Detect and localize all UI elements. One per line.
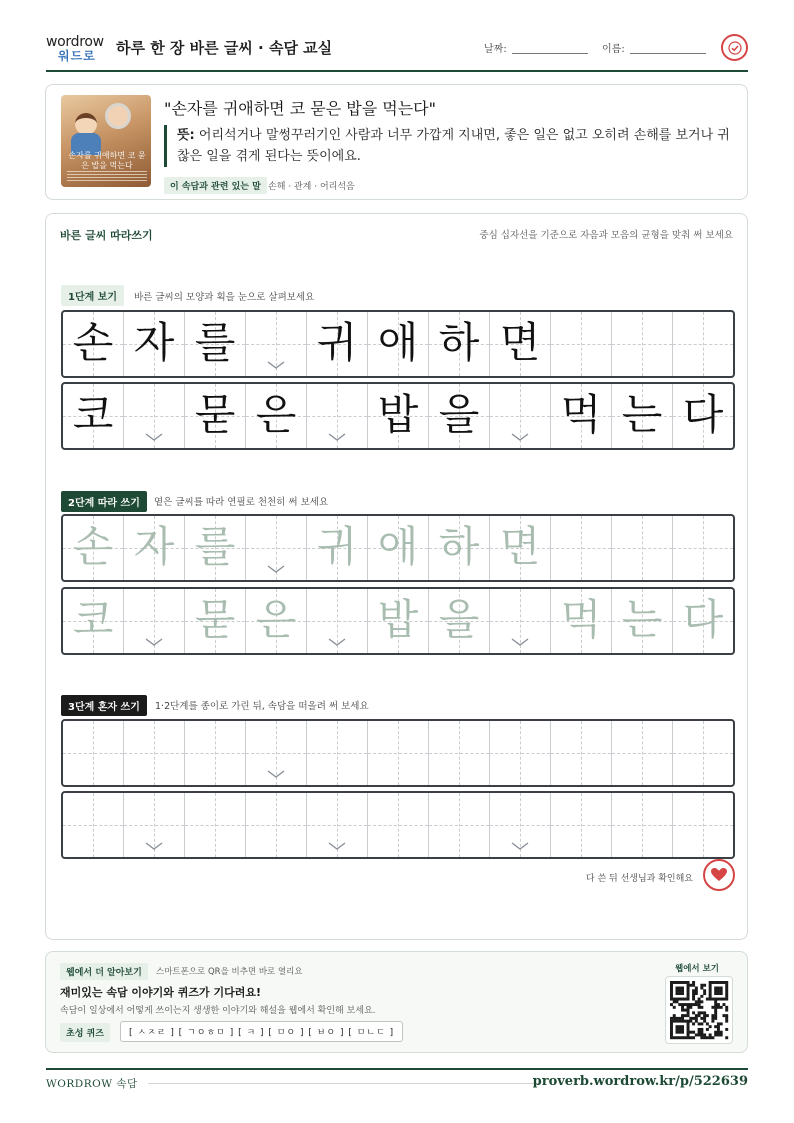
web-learn-more-tag: 웹에서 더 알아보기 <box>60 963 148 980</box>
grid-cell[interactable] <box>429 793 490 857</box>
grid-character: 면 <box>499 522 541 571</box>
grid-cell[interactable] <box>551 793 612 857</box>
grid-cell[interactable] <box>246 793 307 857</box>
proverb-meaning <box>164 125 734 167</box>
step1-desc: 바른 글씨의 모양과 획을 눈으로 살펴보세요 <box>134 292 315 303</box>
grid-character: 를 <box>194 522 236 571</box>
grid-cell[interactable] <box>307 721 368 785</box>
qr-label: 웹에서 보기 <box>674 964 719 974</box>
grid-character: 귀 <box>316 318 358 367</box>
wordrow-logo <box>46 34 108 64</box>
grid-cell[interactable] <box>612 589 673 653</box>
footer-divider <box>46 1068 748 1070</box>
grid-cell[interactable] <box>551 589 612 653</box>
grid-character: 는 <box>621 595 663 644</box>
grid-cell <box>551 384 612 448</box>
worksheet-title: 하루 한 장 바른 글씨 · 속담 교실 <box>116 39 333 57</box>
grid-cell <box>368 312 429 376</box>
grid-cell[interactable] <box>368 589 429 653</box>
footer-rule <box>148 1083 540 1084</box>
grid-cell[interactable] <box>368 516 429 580</box>
word-space-icon <box>145 432 163 442</box>
grid-cell[interactable] <box>124 721 185 785</box>
grid-cell[interactable] <box>490 589 551 653</box>
grid-cell[interactable] <box>185 721 246 785</box>
teacher-stamp-icon <box>703 859 735 891</box>
grid-character: 코 <box>72 390 114 439</box>
web-headline: 재미있는 속담 이야기와 퀴즈가 기다려요! <box>60 986 261 999</box>
grid-character: 하 <box>438 318 480 367</box>
grid-cell[interactable] <box>490 793 551 857</box>
word-space-icon <box>145 637 163 647</box>
grid-character: 손 <box>72 318 114 367</box>
grid-cell[interactable] <box>429 589 490 653</box>
grid-character: 다 <box>682 595 724 644</box>
grid-cell <box>368 384 429 448</box>
grid-cell[interactable] <box>490 721 551 785</box>
grid-cell <box>307 384 368 448</box>
grid-character: 을 <box>438 390 480 439</box>
grid-cell[interactable] <box>307 793 368 857</box>
step2-desc: 옅은 글씨를 따라 연필로 천천히 써 보세요 <box>154 497 329 508</box>
meaning-label: 뜻: <box>177 128 195 143</box>
grid-cell[interactable] <box>673 516 733 580</box>
grid-cell <box>124 384 185 448</box>
grid-cell[interactable] <box>612 793 673 857</box>
handwriting-practice-panel <box>45 213 748 940</box>
practice-hint: 중심 십자선을 기준으로 자음과 모음의 균형을 맞춰 써 보세요 <box>479 230 733 241</box>
word-space-icon <box>328 637 346 647</box>
grid-cell[interactable] <box>63 589 124 653</box>
web-learn-more-panel <box>45 951 748 1053</box>
grid-cell <box>673 384 733 448</box>
grid-cell[interactable] <box>63 721 124 785</box>
word-space-icon <box>267 360 285 370</box>
qr-instruction: 스마트폰으로 QR을 비추면 바로 열리요 <box>156 967 303 977</box>
related-words-tag: 이 속담과 관련 있는 말 <box>164 177 267 194</box>
grid-cell <box>612 384 673 448</box>
grid-character: 은 <box>255 390 297 439</box>
grid-cell[interactable] <box>307 589 368 653</box>
grid-cell[interactable] <box>612 721 673 785</box>
grid-cell[interactable] <box>63 793 124 857</box>
step3-tag: 3단계 혼자 쓰기 <box>61 695 147 716</box>
grid-character: 다 <box>682 390 724 439</box>
grid-cell <box>63 312 124 376</box>
word-space-icon <box>511 841 529 851</box>
grandchild-figure <box>75 113 97 135</box>
word-space-icon <box>328 432 346 442</box>
grid-cell <box>673 312 733 376</box>
step3-row-1[interactable] <box>61 719 735 787</box>
date-field[interactable] <box>512 53 588 54</box>
step2-row-1[interactable] <box>61 514 735 582</box>
footer-brand: WORDROW 속담 <box>46 1078 138 1090</box>
grid-character: 밥 <box>377 390 419 439</box>
grandmother-figure <box>105 103 131 129</box>
chosung-quiz: [ ㅅㅈㄹ ] [ ㄱㅇㅎㅁ ] [ ㅋ ] [ ㅁㅇ ] [ ㅂㅇ ] [ ㅁㄴㄷ ] <box>120 1021 403 1042</box>
grid-cell[interactable] <box>368 793 429 857</box>
grid-character: 애 <box>377 522 419 571</box>
grid-cell[interactable] <box>185 516 246 580</box>
grid-cell[interactable] <box>551 516 612 580</box>
word-space-icon <box>328 841 346 851</box>
name-field[interactable] <box>630 53 706 54</box>
grid-cell <box>490 384 551 448</box>
grid-character: 묻 <box>194 390 236 439</box>
practice-title: 바른 글씨 따라쓰기 <box>60 229 153 242</box>
grid-cell[interactable] <box>368 721 429 785</box>
grid-cell[interactable] <box>673 793 733 857</box>
web-description: 속담이 일상에서 어떻게 쓰이는지 생생한 이야기와 해설을 웹에서 확인해 보세요. <box>60 1006 376 1016</box>
grid-cell[interactable] <box>246 516 307 580</box>
grid-character: 를 <box>194 318 236 367</box>
grid-cell[interactable] <box>185 589 246 653</box>
check-stamp-icon <box>721 34 748 61</box>
grid-character: 애 <box>377 318 419 367</box>
step2-row-2[interactable] <box>61 587 735 655</box>
grid-cell[interactable] <box>551 721 612 785</box>
date-label: 날짜: <box>484 44 507 55</box>
grid-character: 먹 <box>560 595 602 644</box>
step1-row-2 <box>61 382 735 450</box>
page-header <box>46 28 748 72</box>
proverb-illustration <box>61 95 151 187</box>
illustration-caption: 손자를 귀애하면 코 묻은 밥을 먹는다 <box>68 151 146 170</box>
grid-cell <box>307 312 368 376</box>
grid-character: 면 <box>499 318 541 367</box>
grid-cell[interactable] <box>429 516 490 580</box>
word-space-icon <box>145 841 163 851</box>
grid-cell[interactable] <box>185 793 246 857</box>
grid-cell <box>63 384 124 448</box>
meaning-text: 어리석거나 말썽꾸러기인 사람과 너무 가깝게 지내면, 좋은 일은 없고 오히려 손해를 보거나 귀찮은 일을 겪게 된다는 뜻이에요. <box>177 128 730 164</box>
grid-character: 자 <box>133 522 175 571</box>
grid-cell[interactable] <box>307 516 368 580</box>
grid-character: 먹 <box>560 390 602 439</box>
grid-cell[interactable] <box>246 721 307 785</box>
grid-character: 밥 <box>377 595 419 644</box>
grid-character: 하 <box>438 522 480 571</box>
grid-cell[interactable] <box>246 589 307 653</box>
grid-character: 묻 <box>194 595 236 644</box>
teacher-check-note: 다 쓴 뒤 선생님과 확인해요 <box>585 874 693 884</box>
qr-code-icon[interactable] <box>665 976 733 1044</box>
grid-character: 코 <box>72 595 114 644</box>
grid-cell[interactable] <box>673 721 733 785</box>
grid-cell[interactable] <box>63 516 124 580</box>
grid-cell[interactable] <box>612 516 673 580</box>
logo-word: wordrow <box>46 34 104 50</box>
grid-cell[interactable] <box>490 516 551 580</box>
logo-korean: 워드로 <box>58 49 96 63</box>
word-space-icon <box>267 564 285 574</box>
proverb-text: "손자를 귀애하면 코 묻은 밥을 먹는다" <box>164 99 436 118</box>
grid-cell <box>429 312 490 376</box>
grid-character: 은 <box>255 595 297 644</box>
grid-cell[interactable] <box>124 516 185 580</box>
step1-tag: 1단계 보기 <box>61 285 124 306</box>
step2-tag: 2단계 따라 쓰기 <box>61 491 147 512</box>
grid-character: 손 <box>72 522 114 571</box>
grid-cell <box>612 312 673 376</box>
grid-cell <box>429 384 490 448</box>
grid-cell[interactable] <box>673 589 733 653</box>
chosung-quiz-label: 초성 퀴즈 <box>60 1023 110 1042</box>
step3-desc: 1·2단계를 종이로 가린 뒤, 속담을 떠올려 써 보세요 <box>155 701 369 712</box>
word-space-icon <box>267 769 285 779</box>
grid-cell <box>246 312 307 376</box>
grid-cell <box>551 312 612 376</box>
grid-cell <box>490 312 551 376</box>
grid-cell <box>124 312 185 376</box>
step1-row-1 <box>61 310 735 378</box>
grid-character: 는 <box>621 390 663 439</box>
word-space-icon <box>511 637 529 647</box>
name-label: 이름: <box>602 44 625 55</box>
grid-cell <box>246 384 307 448</box>
grid-cell <box>185 384 246 448</box>
grid-cell[interactable] <box>429 721 490 785</box>
step3-row-2[interactable] <box>61 791 735 859</box>
grid-character: 자 <box>133 318 175 367</box>
grid-character: 을 <box>438 595 480 644</box>
grid-cell[interactable] <box>124 793 185 857</box>
related-words: 손해 · 관계 · 어리석음 <box>268 182 355 192</box>
footer-url-link[interactable]: proverb.wordrow.kr/p/522639 <box>532 1074 748 1089</box>
proverb-card <box>45 84 748 200</box>
grid-character: 귀 <box>316 522 358 571</box>
word-space-icon <box>511 432 529 442</box>
grid-cell <box>185 312 246 376</box>
grid-cell[interactable] <box>124 589 185 653</box>
